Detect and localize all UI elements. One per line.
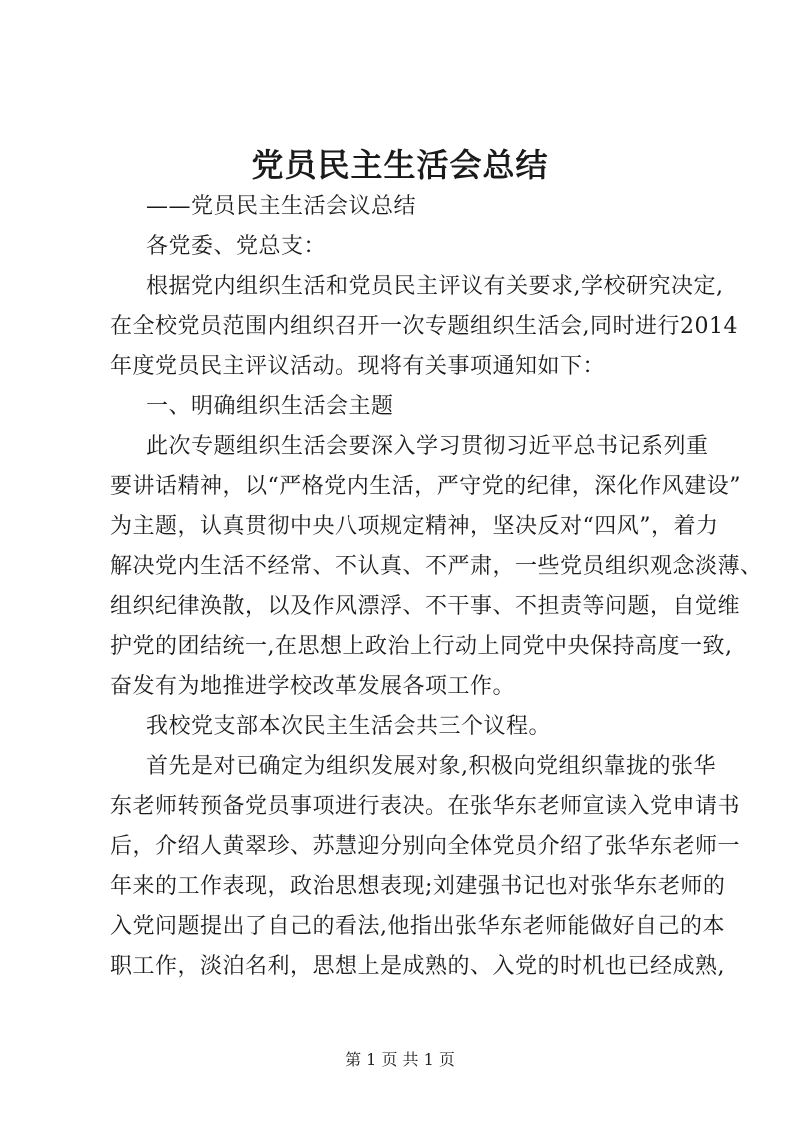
document-body (110, 187, 763, 987)
paragraph-line: 为主题，认真贯彻中央八项规定精神，坚决反对“四风”，着力 (110, 514, 719, 539)
paragraph-line: 奋发有为地推进学校改革发展各项工作。 (110, 674, 516, 699)
paragraph-line: 后，介绍人黄翠珍、苏慧迎分别向全体党员介绍了张华东老师一 (110, 834, 741, 859)
paragraph-line: 年来的工作表现，政治思想表现;刘建强书记也对张华东老师的 (110, 874, 726, 899)
paragraph-line: 要讲话精神，以“严格党内生活，严守党的纪律，深化作风建设” (110, 474, 741, 499)
paragraph-line: 东老师转预备党员事项进行表决。在张华东老师宣读入党申请书 (110, 794, 741, 819)
paragraph-line: 入党问题提出了自己的看法,他指出张华东老师能做好自己的本 (110, 914, 725, 939)
paragraph-line: 年度党员民主评议活动。现将有关事项通知如下： (110, 354, 606, 379)
subtitle-line: ——党员民主生活会议总结 (146, 194, 417, 219)
paragraph-line: 护党的团结统一,在思想上政治上行动上同党中央保持高度一致, (110, 634, 733, 659)
salutation-line: 各党委、党总支： (146, 234, 327, 259)
paragraph-line: 组织纪律涣散，以及作风漂浮、不干事、不担责等问题，自觉维 (110, 594, 741, 619)
paragraph-line: 根据党内组织生活和党员民主评议有关要求,学校研究决定, (146, 274, 724, 299)
paragraph-line: 解决党内生活不经常、不认真、不严肃，一些党员组织观念淡薄、 (110, 554, 763, 579)
section-heading: 一、明确组织生活会主题 (146, 394, 394, 419)
document-title: 党员民主生活会总结 (251, 146, 549, 184)
page-footer: 第 1 页 共 1 页 (345, 1050, 455, 1069)
paragraph-line: 职工作，淡泊名利，思想上是成熟的、入党的时机也已经成熟, (110, 954, 725, 979)
paragraph-line: 首先是对已确定为组织发展对象,积极向党组织靠拢的张华 (146, 754, 716, 779)
paragraph-line: 我校党支部本次民主生活会共三个议程。 (146, 714, 552, 739)
paragraph-line: 此次专题组织生活会要深入学习贯彻习近平总书记系列重 (146, 434, 709, 459)
paragraph-line: 在全校党员范围内组织召开一次专题组织生活会,同时进行2014 (110, 314, 738, 339)
